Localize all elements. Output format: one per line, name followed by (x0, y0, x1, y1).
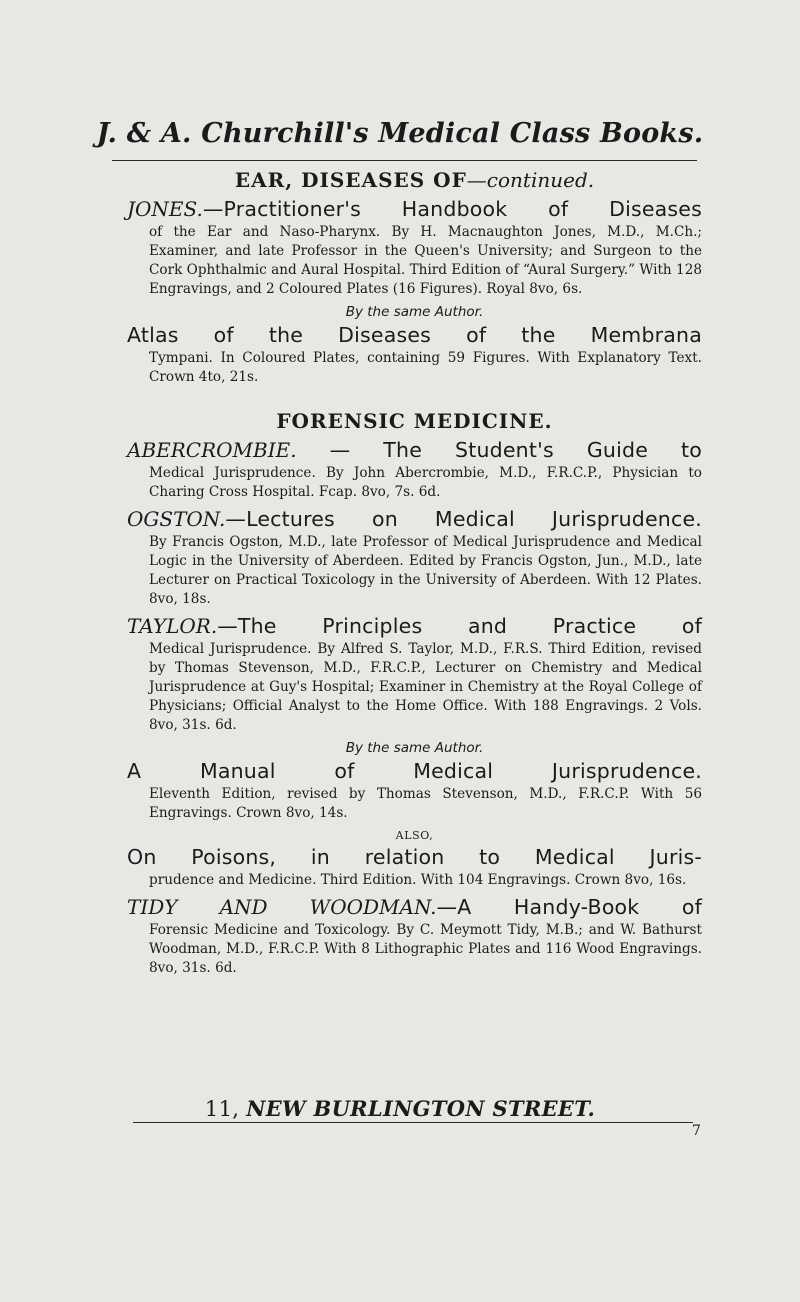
section-heading-forensic: FORENSIC MEDICINE. (276, 409, 553, 433)
entry-author: ABERCROMBIE. (127, 438, 297, 462)
street-number: 11, (204, 1097, 240, 1121)
by-same-author: By the same Author. (345, 740, 484, 756)
entry-jones (127, 196, 702, 299)
entry-description: By Francis Ogston, M.D., late Professor of Medical Jurisprudence and Medical Logic in the University of Aberdeen. Edited by Francis Ogston, Jun., M.D., late Lecturer on Practical Toxicology in the University of Aberdeen. With 12 Plates. 8vo, 18s. (149, 534, 702, 607)
entry-abercrombie (127, 437, 702, 502)
street-name: NEW BURLINGTON STREET. (246, 1096, 596, 1121)
entry-heading: A Manual of Medical Jurisprudence. (127, 759, 702, 783)
by-same-author: By the same Author. (345, 304, 484, 320)
entry-heading: Atlas of the Diseases of the Membrana (127, 323, 702, 347)
entry-heading (127, 196, 702, 223)
entry-title: — The Student's Guide to (296, 438, 702, 462)
entry-description: of the Ear and Naso-Pharynx. By H. Macnaughton Jones, M.D., M.Ch.; Examiner, and late Professor in the Queen's University; and Surgeon to the Cork Ophthalmic and Aural Hospital. Third Edition of “Aural Surgery.” With 128 Engravings, and 2 Coloured Plates (16 Figures). Royal 8vo, 6s. (149, 224, 702, 297)
entry-description: Medical Jurisprudence. By John Abercrombie, M.D., F.R.C.P., Physician to Charing Cross Hospital. Fcap. 8vo, 7s. 6d. (149, 465, 702, 500)
catalogue-column (127, 168, 702, 982)
section-heading-ear (127, 168, 702, 192)
entry-author: TIDY AND WOODMAN. (127, 895, 437, 919)
entry-manual (127, 758, 702, 823)
entry-ogston (127, 506, 702, 609)
entry-author: OGSTON. (127, 507, 226, 531)
entry-description: Eleventh Edition, revised by Thomas Stevenson, M.D., F.R.C.P. With 56 Engravings. Crown 8vo, 14s. (149, 786, 702, 821)
entry-description: prudence and Medicine. Third Edition. With 104 Engravings. Crown 8vo, 16s. (149, 872, 687, 888)
entry-description: Medical Jurisprudence. By Alfred S. Taylor, M.D., F.R.S. Third Edition, revised by Thomas Stevenson, M.D., F.R.C.P., Lecturer on Chemistry and Medical Jurisprudence at Guy's Hospital; Examiner in Chemistry at the Royal College of Physicians; Official Analyst to the Home Office. With 188 Engravings. 2 Vols. 8vo, 31s. 6d. (149, 641, 702, 733)
entry-title: —Lectures on Medical Jurisprudence. (225, 507, 702, 531)
entry-heading (127, 894, 702, 921)
publisher-address (0, 1096, 800, 1121)
entry-atlas (127, 322, 702, 387)
also-label: ALSO, (395, 829, 434, 842)
running-header: J. & A. Churchill's Medical Class Books. (96, 118, 704, 149)
entry-heading: On Poisons, in relation to Medical Juris- (127, 845, 702, 869)
entry-heading (127, 437, 702, 464)
entry-title: —Practitioner's Handbook of Diseases (202, 197, 702, 221)
section-title: EAR, DISEASES OF (234, 168, 467, 192)
footer-rule (133, 1122, 693, 1123)
entry-heading (127, 506, 702, 533)
entry-title: —The Principles and Practice of (217, 614, 702, 638)
page-number: 7 (692, 1123, 701, 1139)
entry-heading (127, 613, 702, 640)
entry-poisons (127, 844, 702, 890)
header-rule (112, 160, 697, 161)
entry-tidy-woodman (127, 894, 702, 978)
entry-author: JONES. (127, 197, 203, 221)
entry-description: Tympani. In Coloured Plates, containing 59 Figures. With Explanatory Text. Crown 4to, 21s. (149, 350, 702, 385)
entry-author: TAYLOR. (127, 614, 218, 638)
entry-title: —A Handy-Book of (436, 895, 702, 919)
section-continued: —continued. (466, 168, 595, 192)
entry-description: Forensic Medicine and Toxicology. By C. Meymott Tidy, M.B.; and W. Bathurst Woodman, M.D., F.R.C.P. With 8 Lithographic Plates and 116 Wood Engravings. 8vo, 31s. 6d. (149, 922, 702, 976)
entry-taylor (127, 613, 702, 735)
